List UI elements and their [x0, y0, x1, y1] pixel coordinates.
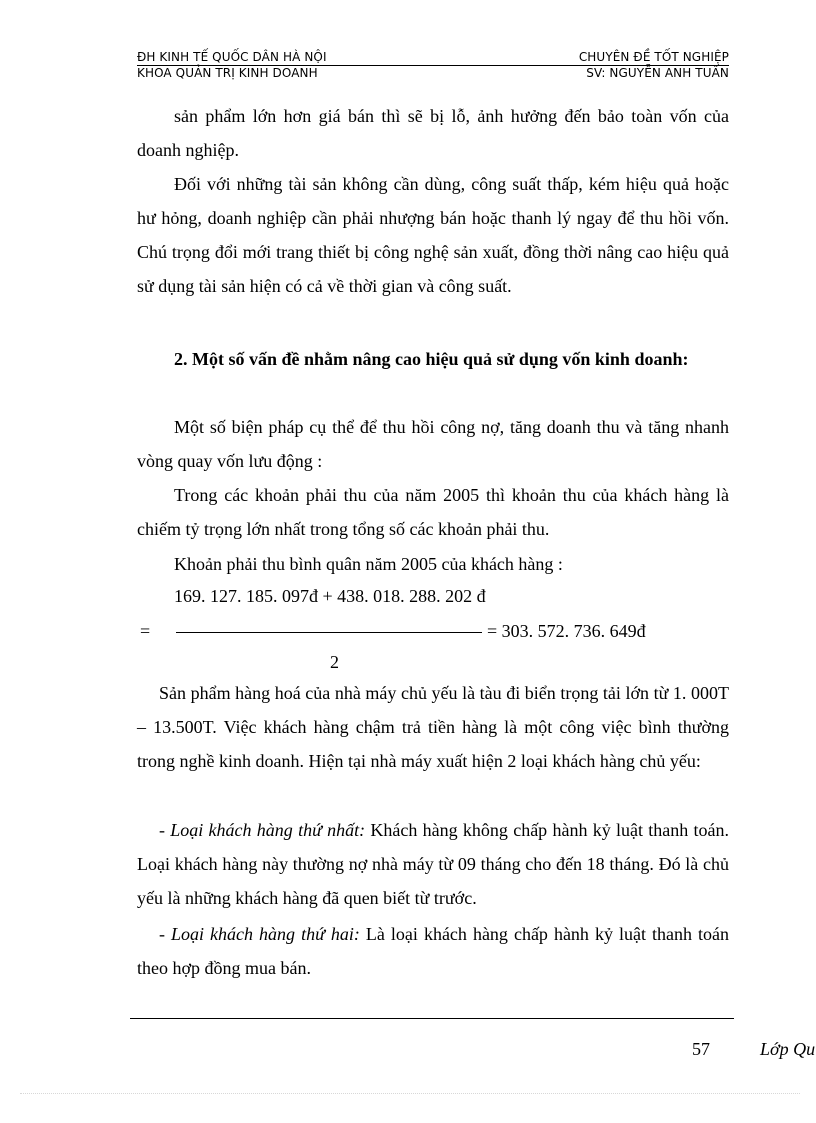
paragraph-8: Sản phẩm hàng hoá của nhà máy chủ yếu là tàu đi biển trọng tải lớn từ 1. 000T – 13.500T. Việc khách hàng chậm trả tiền hàng là một công việc bình thường trong nghề kinh doanh. Hiện tại nhà máy xuất hiện 2 loại khách hàng chủ yếu:: [137, 683, 729, 771]
paragraph-6: Khoản phải thu bình quân năm 2005 của khách hàng :: [174, 554, 563, 574]
paragraph-customer-type-1: [137, 813, 729, 915]
customer-type-1-text: Khách hàng không chấp hành kỷ luật thanh toán. Loại khách hàng này thường nợ nhà máy từ 09 tháng cho đến 18 tháng. Đó là chủ yếu là những khách hàng đã quen biết từ trước.: [137, 820, 729, 908]
paragraph-customer-type-2: [137, 917, 729, 985]
header-line-1: [137, 50, 729, 66]
customer-type-2-text: Là loại khách hàng chấp hành kỷ luật thanh toán theo hợp đồng mua bán.: [137, 924, 729, 978]
section-heading: 2. Một số vấn đề nhằm nâng cao hiệu quả sử dụng vốn kinh doanh:: [174, 349, 689, 369]
page-number: 57: [692, 1039, 710, 1059]
header-line-2: [137, 66, 729, 81]
header-thesis-type: CHUYÊN ĐỀ TỐT NGHIỆP: [578, 50, 729, 64]
header-faculty: KHOA QUẢN TRỊ KINH DOANH: [137, 66, 318, 80]
paragraph-2: Đối với những tài sản không cần dùng, công suất thấp, kém hiệu quả hoặc hư hỏng, doanh nghiệp cần phải nhượng bán hoặc thanh lý ngay để thu hồi vốn. Chú trọng đổi mới trang thiết bị công nghệ sản xuất, đồng thời nâng cao hiệu quả sử dụng tài sản hiện có cả về thời gian và công suất.: [137, 174, 729, 296]
customer-type-2-label: - Loại khách hàng thứ hai:: [159, 924, 360, 944]
footer-class-label: Lớp Qu: [760, 1039, 816, 1059]
footer-rule: [130, 1018, 734, 1019]
customer-type-1-label: - Loại khách hàng thứ nhất:: [159, 820, 366, 840]
paragraph-1: sản phẩm lớn hơn giá bán thì sẽ bị lỗ, ảnh hưởng đến bảo toàn vốn của doanh nghiệp.: [137, 106, 729, 160]
header-university: ĐH KINH TẾ QUỐC DÂN HÀ NỘI: [137, 50, 327, 64]
paragraph-5: Trong các khoản phải thu của năm 2005 thì khoản thu của khách hàng là chiếm tỷ trọng lớn nhất trong tổng số các khoản phải thu.: [137, 485, 729, 539]
formula-denominator: 2: [330, 652, 339, 672]
page-bottom-dotted-line: [20, 1093, 800, 1094]
header-student: SV: NGUYỄN ANH TUẤN: [586, 66, 729, 80]
formula-numerator: 169. 127. 185. 097đ + 438. 018. 288. 202 đ: [174, 586, 486, 606]
formula-equals: =: [140, 621, 151, 641]
formula-fraction-bar: [176, 632, 482, 633]
paragraph-4: Một số biện pháp cụ thể để thu hồi công nợ, tăng doanh thu và tăng nhanh vòng quay vốn lưu động :: [137, 417, 729, 471]
formula-result: = 303. 572. 736. 649đ: [487, 621, 646, 641]
